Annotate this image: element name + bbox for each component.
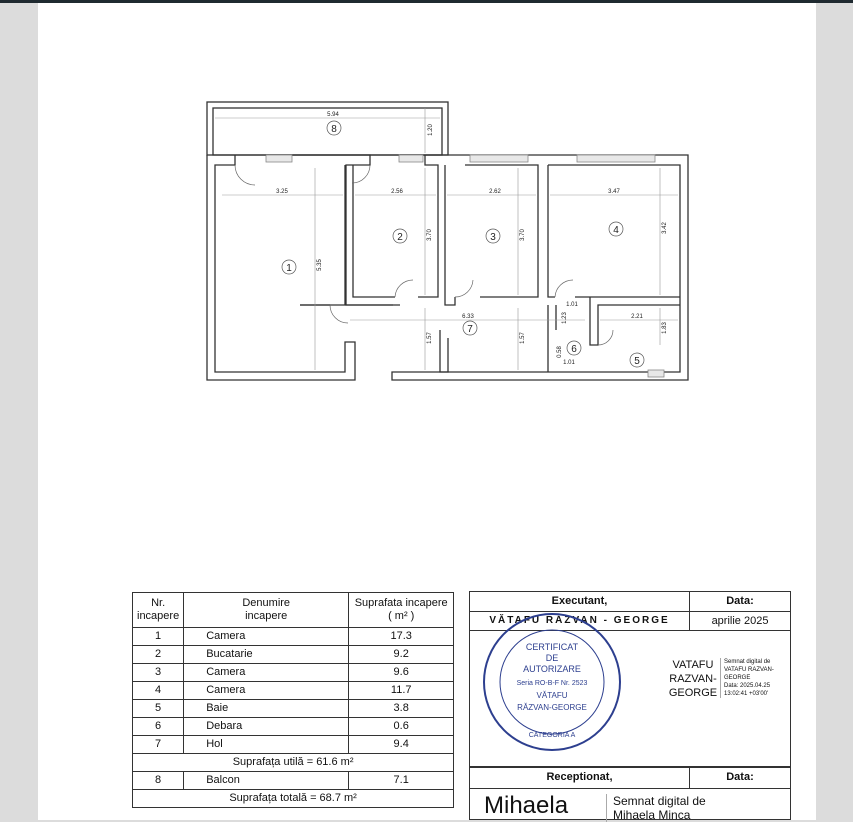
signer-name: VATAFU RAZVAN- GEORGE [668,659,718,699]
dim-r4-h: 3.42 [662,222,668,234]
dim-bath-h: 1.83 [662,322,668,334]
table-row: 1 Camera 17.3 [133,628,454,646]
dim-r3-h: 3.70 [520,229,526,241]
authorization-stamp [482,612,622,752]
dim-r1-h: 5.35 [317,259,323,271]
room-label-7: 7 [467,324,473,335]
header-name: Denumire incapere [184,593,349,628]
room-label-4: 4 [613,225,619,236]
receptionat-name: Mihaela [484,792,569,819]
executant-date: aprilie 2025 [711,615,769,627]
header-area: Suprafata incapere ( m² ) [349,593,454,628]
date-label-2: Data: [726,771,754,783]
dim-hall-w: 6.33 [462,314,474,320]
receptionat-signature: Semnat digital de Mihaela Minca [606,794,706,822]
dim-balcony-w: 5.94 [327,112,339,118]
stamp-line-6: RĂZVAN-GEORGE [517,703,587,712]
balcony-row: 8 Balcon 7.1 [133,772,454,790]
useful-area-row: Suprafața utilă = 61.6 m² [133,754,454,772]
dim-r4-w: 3.47 [608,189,620,195]
executant-title: Executant, [551,595,608,607]
dim-r2-w: 2.56 [391,189,403,195]
room-label-5: 5 [634,356,640,367]
table-row: 6 Debara 0.6 [133,718,454,736]
header-nr: Nr. incapere [133,593,184,628]
dim-db-h: 1.23 [562,312,568,324]
stamp-line-4: Seria RO-B-F Nr. 2523 [516,680,588,687]
dim-hall-h2: 1.57 [520,332,526,344]
digital-signature: Semnat digital de VATAFU RAZVAN- GEORGE Data: 2025.04.25 13:02:41 +03'00' [720,658,794,698]
table-row: 4 Camera 11.7 [133,682,454,700]
dim-r1-w: 3.25 [276,189,288,195]
dim-r2-h: 3.70 [427,229,433,241]
dim-balcony-h: 1.20 [428,124,434,136]
stamp-line-5: VĂTAFU [536,691,568,700]
dim-db-h2: 0.58 [557,346,563,358]
dim-bath-w: 2.21 [631,314,643,320]
dim-hall-h1: 1.57 [427,332,433,344]
stamp-line-1: CERTIFICAT [525,642,579,652]
executant-name: VĂTAFU RĂZVAN - GEORGE [489,615,670,626]
stamp-line-7: CATEGORIA A [528,732,576,739]
stamp-line-3: AUTORIZARE [523,664,581,674]
stamp-line-2: DE [545,653,559,663]
executant-box [469,591,791,820]
table-row: 5 Baie 3.8 [133,700,454,718]
table-row: 7 Hol 9.4 [133,736,454,754]
rooms-table [132,592,454,808]
room-label-8: 8 [331,124,337,135]
room-label-3: 3 [490,232,496,243]
room-label-6: 6 [571,344,577,355]
room-label-2: 2 [397,232,403,243]
total-area-row: Suprafața totală = 68.7 m² [133,790,454,808]
room-label-1: 1 [286,263,292,274]
dim-r3-w: 2.62 [489,189,501,195]
dim-db-w2: 1.01 [563,360,575,366]
receptionat-title: Receptionat, [546,771,613,783]
dim-db-w1: 1.01 [566,302,578,308]
table-row: 2 Bucatarie 9.2 [133,646,454,664]
date-label: Data: [726,595,754,607]
table-row: 3 Camera 9.6 [133,664,454,682]
